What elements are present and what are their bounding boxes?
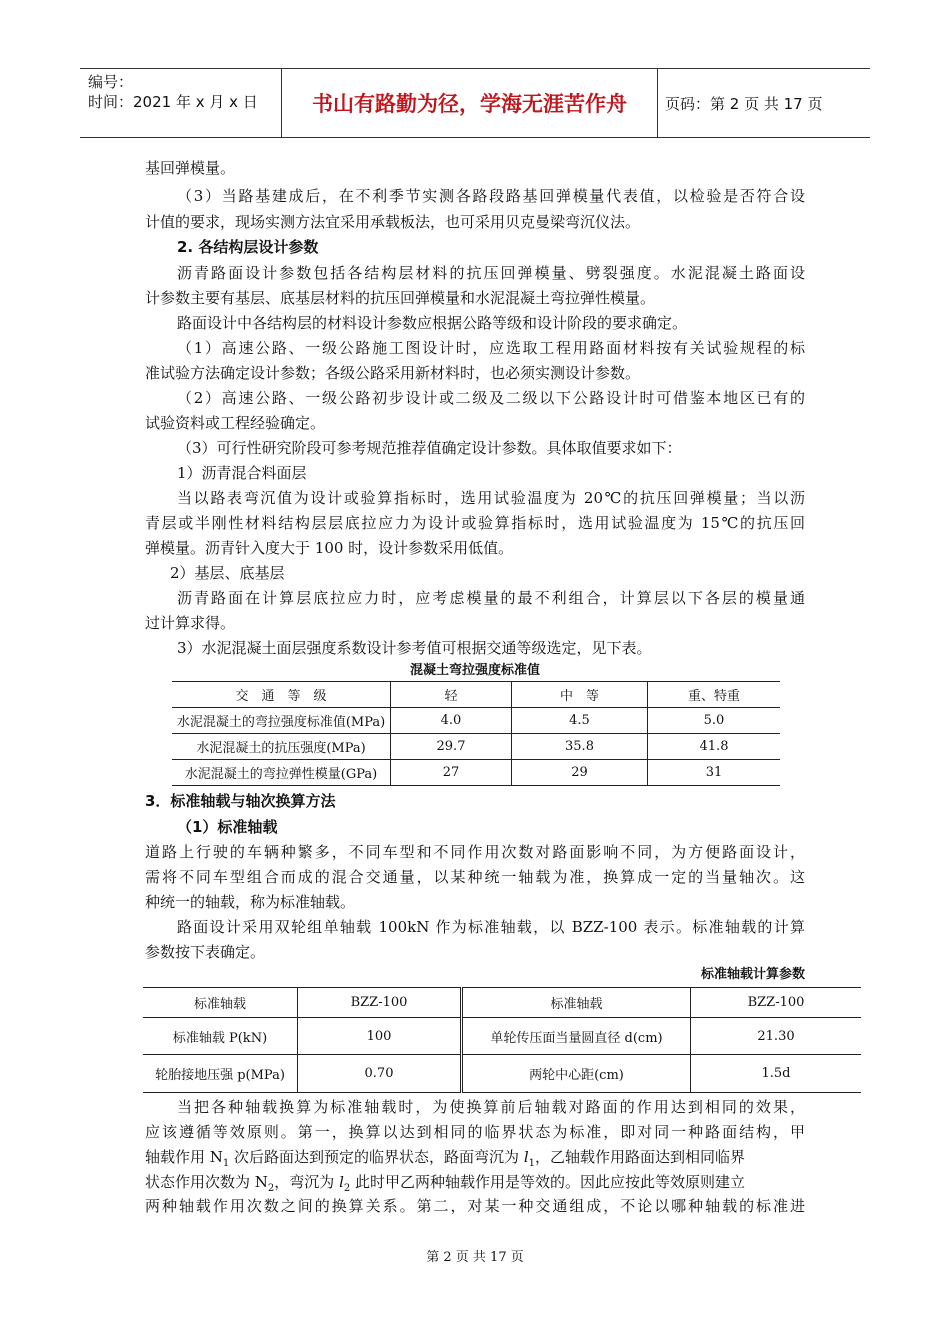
table-cell: 水泥混凝土的弯拉弹性模量(GPa): [184, 767, 378, 782]
subscript: 1: [222, 1158, 230, 1169]
table-cell: 35.8: [512, 734, 648, 760]
paragraph-line: 参数按下表确定。: [145, 943, 266, 961]
table-header: 轻: [391, 682, 512, 708]
table-header: 重、特重: [648, 682, 781, 708]
table-cell: 31: [648, 760, 781, 786]
text-run: 轴载作用 N: [145, 1148, 223, 1166]
table-cell: 27: [391, 760, 512, 786]
table-cell: 水泥混凝土的弯拉强度标准值(MPa): [176, 715, 386, 730]
paragraph-line: 种统一的轴载，称为标准轴载。: [145, 893, 356, 911]
text-run: 状态作用次数为 N: [145, 1173, 268, 1191]
table-cell: 两轮中心距(cm): [462, 1055, 691, 1093]
paragraph-line: （3）当路基建成后，在不利季节实测各路段路基回弹模量代表值，以检验是否符合设: [177, 187, 805, 205]
page-header: [80, 68, 870, 138]
section-heading: 3．标准轴载与轴次换算方法: [145, 792, 336, 810]
table-cell: 29.7: [391, 734, 512, 760]
text-run: ，弯沉为: [274, 1173, 340, 1191]
table-cell: 1.5d: [691, 1055, 862, 1093]
table-cell: 标准轴载: [193, 997, 246, 1012]
table-cell: 100: [298, 1018, 462, 1055]
paragraph-line: 计值的要求，现场实测方法宜采用承载板法，也可采用贝克曼梁弯沉仪法。: [145, 213, 641, 231]
standard-axle-table: [143, 987, 861, 1093]
table-cell: 单轮传压面当量圆直径 d(cm): [462, 1018, 691, 1055]
text-run: 次后路面达到预定的临界状态，路面弯沉为: [229, 1148, 524, 1166]
paragraph-line: （3）可行性研究阶段可参考规范推荐值确定设计参数。具体取值要求如下：: [177, 439, 682, 457]
italic-symbol: l: [523, 1148, 529, 1166]
table-row: [172, 760, 780, 786]
paragraph-line: [145, 1147, 745, 1174]
paragraph-line: [145, 1172, 745, 1199]
paragraph-line: 应该遵循等效原则。第一，换算以达到相同的临界状态为标准，即对同一种路面结构，甲: [145, 1123, 805, 1141]
concrete-strength-table: [172, 681, 780, 786]
paragraph-line: 当把各种轴载换算为标准轴载时，为使换算前后轴载对路面的作用达到相同的效果，: [177, 1098, 805, 1116]
paragraph-line: 计参数主要有基层、底基层材料的抗压回弹模量和水泥混凝土弯拉弹性模量。: [145, 289, 656, 307]
table-caption: 标准轴载计算参数: [700, 967, 805, 982]
subheading: （1）标准轴载: [177, 818, 278, 836]
subscript: 1: [528, 1158, 536, 1169]
table-cell: BZZ-100: [298, 988, 462, 1018]
table-row: [143, 988, 861, 1018]
section-heading: 2. 各结构层设计参数: [177, 238, 319, 256]
table-cell: 5.0: [648, 708, 781, 734]
paragraph-line: 需将不同车型组合而成的混合交通量，以某种统一轴载为准，换算成一定的当量轴次。这: [145, 868, 805, 886]
table-cell: 41.8: [648, 734, 781, 760]
paragraph-line: 两种轴载作用次数之间的换算关系。第二，对某一种交通组成，不论以哪种轴载的标准进: [145, 1197, 805, 1215]
paragraph-line: 试验资料或工程经验确定。: [145, 414, 326, 432]
table-row: [143, 1018, 861, 1055]
table-cell: 4.5: [512, 708, 648, 734]
paragraph-line: 路面设计中各结构层的材料设计参数应根据公路等级和设计阶段的要求确定。: [177, 314, 688, 332]
table-cell: 水泥混凝土的抗压强度(MPa): [196, 741, 366, 756]
paragraph-line: 3）水泥混凝土面层强度系数设计参考值可根据交通等级选定，见下表。: [177, 639, 652, 657]
table-header: 交 通 等 级: [235, 689, 327, 704]
paragraph-line: 当以路表弯沉值为设计或验算指标时，选用试验温度为 20℃的抗压回弹模量；当以沥: [177, 489, 805, 507]
paragraph-line: 青层或半刚性材料结构层层底拉应力为设计或验算指标时，选用试验温度为 15℃的抗压回: [145, 514, 805, 532]
table-cell: 21.30: [691, 1018, 862, 1055]
subheading: 2）基层、底基层: [170, 564, 285, 582]
paragraph-line: 基回弹模量。: [145, 159, 236, 177]
table-cell: 标准轴载: [462, 988, 691, 1018]
paragraph-line: 沥青路面设计参数包括各结构层材料的抗压回弹模量、劈裂强度。水泥混凝土路面设: [177, 264, 805, 282]
table-cell: 0.70: [298, 1055, 462, 1093]
paragraph-line: 过计算求得。: [145, 614, 236, 632]
table-header-row: [172, 682, 780, 708]
table-cell: 标准轴载 P(kN): [172, 1030, 268, 1046]
text-run: ，乙轴载作用路面达到相同临界: [535, 1148, 746, 1166]
date-label: 时间：2021 年 x 月 x 日: [88, 93, 258, 111]
paragraph-line: 道路上行驶的车辆种繁多，不同车型和不同作用次数对路面影响不同，为方便路面设计，: [145, 843, 805, 861]
table-cell: 轮胎接地压强 p(MPa): [155, 1068, 285, 1083]
paragraph-line: （1）高速公路、一级公路施工图设计时，应选取工程用路面材料按有关试验规程的标: [177, 339, 805, 357]
subscript: 2: [267, 1183, 275, 1194]
text-run: 此时甲乙两种轴载作用是等效的。因此应按此等效原则建立: [350, 1173, 746, 1191]
table-row: [172, 734, 780, 760]
table-caption: 混凝土弯拉强度标准值: [409, 663, 540, 678]
table-row: [172, 708, 780, 734]
subscript: 2: [343, 1183, 351, 1194]
header-meta: [80, 69, 282, 137]
number-label: 编号：: [88, 73, 134, 91]
paragraph-line: 路面设计采用双轮组单轴载 100kN 作为标准轴载，以 BZZ-100 表示。标准轴载的计算: [177, 918, 805, 936]
table-row: [143, 1055, 861, 1093]
subheading: 1）沥青混合料面层: [177, 464, 307, 482]
header-page-number: 页码：第 2 页 共 17 页: [665, 94, 823, 113]
paragraph-line: 弹模量。沥青针入度大于 100 时，设计参数采用低值。: [145, 539, 514, 557]
paragraph-line: （2）高速公路、一级公路初步设计或二级及二级以下公路设计时可借鉴本地区已有的: [177, 389, 805, 407]
table-cell: BZZ-100: [691, 988, 862, 1018]
header-motto: 书山有路勤为径，学海无涯苦作舟: [282, 69, 658, 137]
paragraph-line: 沥青路面在计算层底拉应力时，应考虑模量的最不利组合，计算层以下各层的模量通: [177, 589, 805, 607]
italic-symbol: l: [339, 1173, 344, 1191]
table-cell: 29: [512, 760, 648, 786]
table-header: 中 等: [512, 682, 648, 708]
page-footer: 第 2 页 共 17 页: [426, 1250, 524, 1265]
table-cell: 4.0: [391, 708, 512, 734]
paragraph-line: 准试验方法确定设计参数；各级公路采用新材料时，也必须实测设计参数。: [145, 364, 641, 382]
